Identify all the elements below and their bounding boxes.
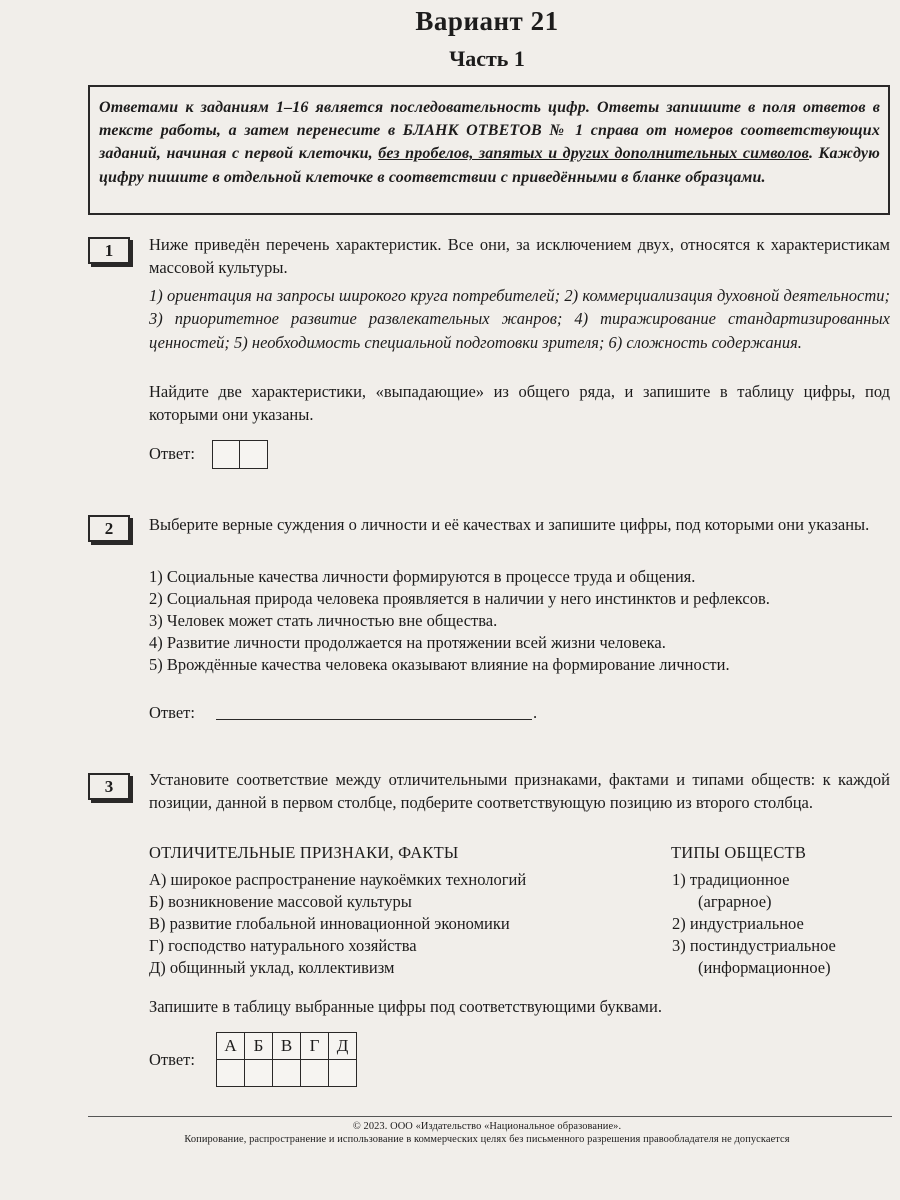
task3-prompt: Установите соответствие между отличительными признаками, фактами и типами обществ: к каждой позиции, данной в первом столбце, подберите соответствующую позицию из второго столбца. bbox=[149, 770, 890, 813]
task3-left-header: ОТЛИЧИТЕЛЬНЫЕ ПРИЗНАКИ, ФАКТЫ bbox=[149, 843, 459, 862]
task2-item-2: 2) Социальная природа человека проявляется в наличии у него инстинктов и рефлексов. bbox=[149, 589, 770, 608]
instructions-underlined: без пробелов, запятых и других дополнительных символов bbox=[378, 145, 809, 163]
task3-right-item-1: 1) традиционное bbox=[672, 870, 790, 889]
task-number-1: 1 bbox=[88, 237, 130, 264]
task-number-2: 2 bbox=[88, 515, 130, 542]
part-heading: Часть 1 bbox=[449, 46, 525, 71]
grid-answer-g[interactable] bbox=[301, 1060, 329, 1087]
task2-answer-line[interactable] bbox=[216, 719, 532, 720]
task3-left-item-d: Д) общинный уклад, коллективизм bbox=[149, 958, 395, 977]
task1-answer-label: Ответ: bbox=[149, 444, 195, 463]
task1-answer-cell-2[interactable] bbox=[239, 440, 268, 469]
task2-item-4: 4) Развитие личности продолжается на протяжении всей жизни человека. bbox=[149, 633, 666, 652]
task2-item-1: 1) Социальные качества личности формируются в процессе труда и общения. bbox=[149, 567, 696, 586]
instructions-box bbox=[88, 85, 890, 215]
task-number-3: 3 bbox=[88, 773, 130, 800]
task3-right-item-3: 3) постиндустриальное bbox=[672, 936, 836, 955]
footer-copyright: © 2023. ООО «Издательство «Национальное образование». bbox=[352, 1121, 622, 1132]
task1-question: Найдите две характеристики, «выпадающие» из общего ряда, и запишите в таблицу цифры, под которыми они указаны. bbox=[149, 382, 890, 425]
footer-divider bbox=[88, 1116, 892, 1117]
task3-left-item-v: В) развитие глобальной инновационной экономики bbox=[149, 914, 510, 933]
task3-grid-letters-row bbox=[217, 1033, 357, 1060]
task2-answer-label: Ответ: bbox=[149, 703, 195, 722]
task1-options: 1) ориентация на запросы широкого круга потребителей; 2) коммерциализация духовной деятельности; 3) приоритетное развитие развлекательных жанров; 4) тиражирование стандартизированных ценностей; 5) необходимость специальной подготовки зрителя; 6) сложность содержания. bbox=[149, 286, 890, 352]
grid-letter-d: Д bbox=[329, 1033, 357, 1060]
page-title: Вариант 21 bbox=[415, 6, 559, 36]
task3-instruction: Запишите в таблицу выбранные цифры под соответствующими буквами. bbox=[149, 997, 662, 1016]
task3-answer-grid bbox=[216, 1032, 357, 1087]
task3-left-item-g: Г) господство натурального хозяйства bbox=[149, 936, 417, 955]
task2-answer-dot: . bbox=[533, 703, 538, 722]
task1-answer-cell-1[interactable] bbox=[212, 440, 240, 469]
instructions-text-end: . Каждую цифру пишите в отдельной клеточке в соответствии с приведёнными в бланке образцами. bbox=[99, 145, 880, 186]
task2-item-3: 3) Человек может стать личностью вне общества. bbox=[149, 611, 498, 630]
task3-right-header: ТИПЫ ОБЩЕСТВ bbox=[671, 843, 807, 862]
task2-item-5: 5) Врождённые качества человека оказывают влияние на формирование личности. bbox=[149, 655, 730, 674]
grid-letter-b: Б bbox=[245, 1033, 273, 1060]
task3-right-item-2: 2) индустриальное bbox=[672, 914, 804, 933]
task3-left-item-a: А) широкое распространение наукоёмких технологий bbox=[149, 870, 527, 889]
task2-prompt: Выберите верные суждения о личности и её качествах и запишите цифры, под которыми они указаны. bbox=[149, 515, 870, 534]
grid-answer-b[interactable] bbox=[245, 1060, 273, 1087]
grid-letter-g: Г bbox=[301, 1033, 329, 1060]
task1-prompt: Ниже приведён перечень характеристик. Все они, за исключением двух, относятся к характеристикам массовой культуры. bbox=[149, 235, 890, 278]
instructions-text: Ответами к заданиям 1–16 является последовательность цифр. Ответы запишите в поля ответов в тексте работы, а затем перенесите в БЛАНК ОТВЕТОВ № 1 справа от номеров соответствующих заданий, начиная с первой клеточки, bbox=[99, 99, 880, 163]
task3-left-item-b: Б) возникновение массовой культуры bbox=[149, 892, 412, 911]
grid-answer-a[interactable] bbox=[217, 1060, 245, 1087]
task3-answer-label: Ответ: bbox=[149, 1050, 195, 1069]
grid-letter-a: А bbox=[217, 1033, 245, 1060]
task3-grid-answers-row bbox=[217, 1060, 357, 1087]
grid-letter-v: В bbox=[273, 1033, 301, 1060]
footer-notice: Копирование, распространение и использование в коммерческих целях без письменного разрешения правообладателя не допускается bbox=[184, 1134, 790, 1145]
grid-answer-v[interactable] bbox=[273, 1060, 301, 1087]
task3-right-item-1-sub: (аграрное) bbox=[698, 892, 772, 911]
task3-right-item-3-sub: (информационное) bbox=[698, 958, 831, 977]
grid-answer-d[interactable] bbox=[329, 1060, 357, 1087]
